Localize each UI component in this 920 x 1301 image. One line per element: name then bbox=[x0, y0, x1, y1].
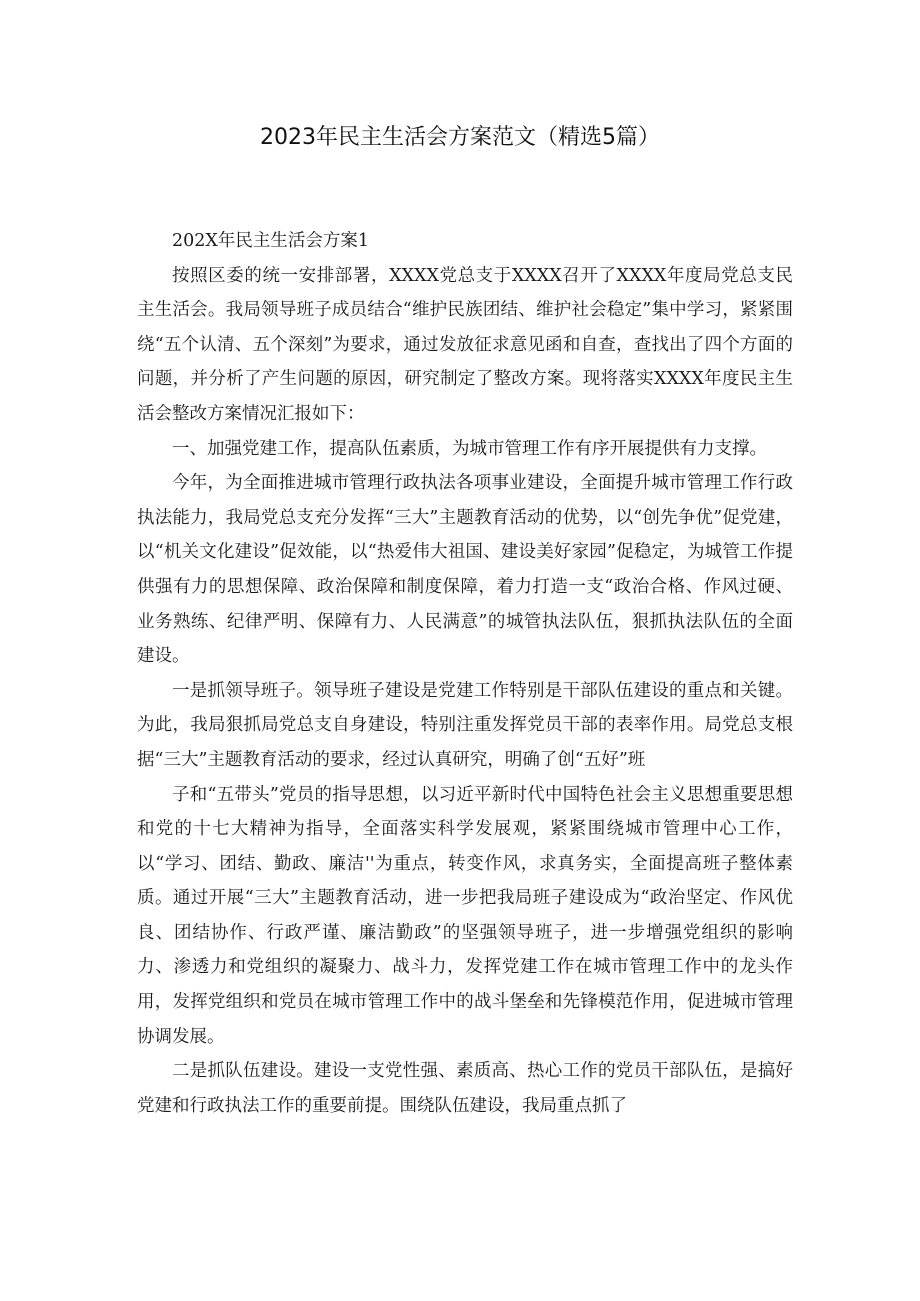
body-paragraph: 一、加强党建工作，提高队伍素质，为城市管理工作有序开展提供有力支撑。 bbox=[172, 438, 767, 459]
section-heading: 202X年民主生活会方案1 bbox=[172, 231, 369, 251]
body-paragraph: 一是抓领导班子。领导班子建设是党建工作特别是干部队伍建设的重点和关键。为此，我局狠抓局党总支自身建设，特别注重发挥党员干部的表率作用。局党总支根据“三大”主题教育活动的要求，经过认真研究，明确了创“五好”班 bbox=[137, 680, 793, 770]
document-title: 2023年民主生活会方案范文（精选5篇） bbox=[260, 125, 660, 150]
document-body bbox=[137, 224, 793, 1123]
body-paragraph: 今年，为全面推进城市管理行政执法各项事业建设，全面提升城市管理工作行政执法能力，我局党总支充分发挥“三大”主题教育活动的优势，以“创先争优”促党建，以“机关文化建设”促效能，以“热爱伟大祖国、建设美好家园”促稳定，为城管工作提供强有力的思想保障、政治保障和制度保障，着力打造一支“政治合格、作风过硬、业务熟练、纪律严明、保障有力、人民满意”的城管执法队伍，狠抓执法队伍的全面建设。 bbox=[137, 473, 793, 667]
body-paragraph: 按照区委的统一安排部署，XXXX党总支于XXXX召开了XXXX年度局党总支民主生活会。我局领导班子成员结合“维护民族团结、维护社会稳定”集中学习，紧紧围绕“五个认清、五个深刻”为要求，通过发放征求意见函和自查，查找出了四个方面的问题，并分析了产生问题的原因，研究制定了整改方案。现将落实XXXX年度民主生活会整改方案情况汇报如下： bbox=[137, 265, 793, 424]
body-paragraph: 二是抓队伍建设。建设一支党性强、素质高、热心工作的党员干部队伍，是搞好党建和行政执法工作的重要前提。围绕队伍建设，我局重点抓了 bbox=[137, 1061, 793, 1116]
body-paragraph: 子和“五带头”党员的指导思想，以习近平新时代中国特色社会主义思想重要思想和党的十七大精神为指导，全面落实科学发展观，紧紧围绕城市管理中心工作，以“学习、团结、勤政、廉洁''为重点，转变作风，求真务实，全面提高班子整体素质。通过开展“三大”主题教育活动，进一步把我局班子建设成为“政治坚定、作风优良、团结协作、行政严谨、廉洁勤政”的坚强领导班子，进一步增强党组织的影响力、渗透力和党组织的凝聚力、战斗力，发挥党建工作在城市管理工作中的龙头作用，发挥党组织和党员在城市管理工作中的战斗堡垒和先锋模范作用，促进城市管理协调发展。 bbox=[137, 784, 793, 1047]
